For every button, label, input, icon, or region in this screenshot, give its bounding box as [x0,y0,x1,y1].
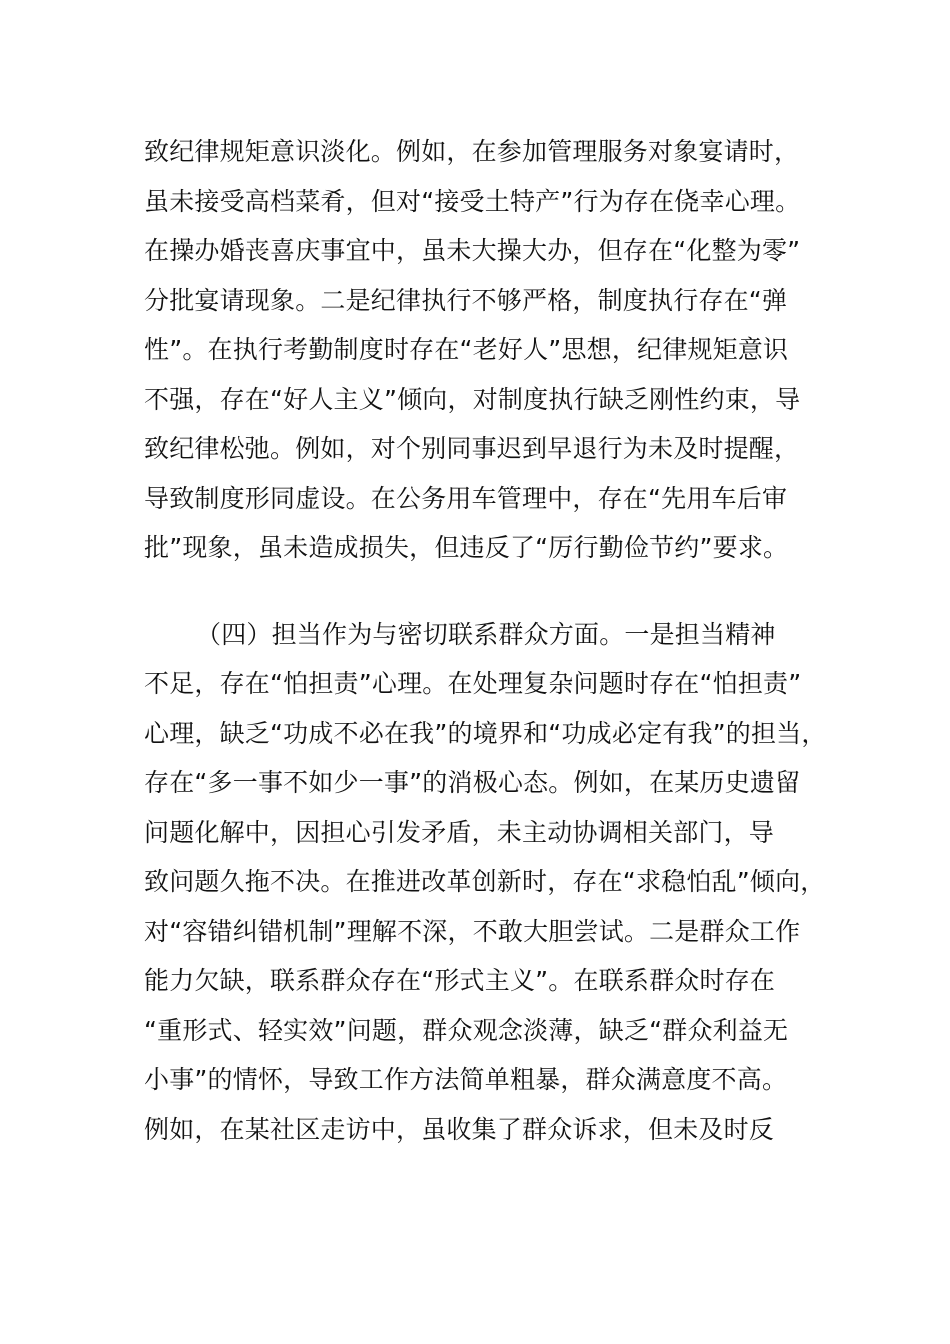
section-heading-line: （四）担当作为与密切联系群众方面。一是担当精神 [196,620,776,649]
text-line: 例如，在某社区走访中，虽收集了群众诉求，但未及时反 [144,1115,775,1144]
text-line: 批”现象，虽未造成损失，但违反了“厉行勤俭节约”要求。 [144,533,789,562]
text-line: 在操办婚丧喜庆事宜中，虽未大操大办，但存在“化整为零” [144,236,801,265]
text-line: 致纪律松弛。例如，对个别同事迟到早退行为未及时提醒， [144,434,800,463]
text-line: 不足，存在“怕担责”心理。在处理复杂问题时存在“怕担责” [144,669,802,698]
text-line: 不强，存在“好人主义”倾向，对制度执行缺乏刚性约束，导 [144,385,801,414]
text-line: 心理，缺乏“功成不必在我”的境界和“功成必定有我”的担当， [144,719,827,748]
text-line: “重形式、轻实效”问题，群众观念淡薄，缺乏“群众利益无 [144,1016,789,1045]
text-line: 问题化解中，因担心引发矛盾，未主动协调相关部门，导 [144,818,775,847]
text-line: 虽未接受高档菜肴，但对“接受土特产”行为存在侥幸心理。 [144,187,801,216]
text-line: 存在“多一事不如少一事”的消极心态。例如，在某历史遗留 [144,768,801,797]
text-line: 分批宴请现象。二是纪律执行不够严格，制度执行存在“弹 [144,286,788,315]
text-line: 导致制度形同虚设。在公务用车管理中，存在“先用车后审 [144,484,788,513]
text-line: 对“容错纠错机制”理解不深，不敢大胆尝试。二是群众工作 [144,917,801,946]
text-line: 致纪律规矩意识淡化。例如，在参加管理服务对象宴请时， [144,137,800,166]
text-line: 能力欠缺，联系群众存在“形式主义”。在联系群众时存在 [144,966,776,995]
text-line: 致问题久拖不决。在推进改革创新时，存在“求稳怕乱”倾向， [144,867,826,896]
text-line: 性”。在执行考勤制度时存在“老好人”思想，纪律规矩意识 [144,335,789,364]
text-line: 小事”的情怀，导致工作方法简单粗暴，群众满意度不高。 [144,1065,788,1094]
